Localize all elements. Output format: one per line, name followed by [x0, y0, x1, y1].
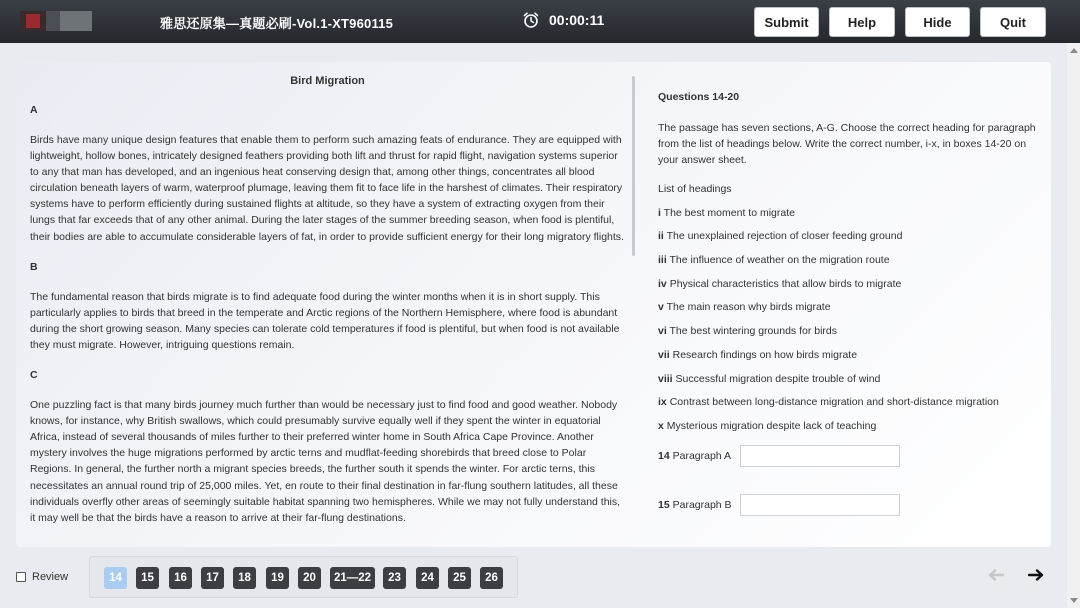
timer-value: 00:00:11 — [549, 12, 605, 28]
heading-number: ix — [658, 396, 667, 409]
heading-text: The unexplained rejection of closer feeding ground — [666, 230, 903, 243]
section-text: The fundamental reason that birds migrate is to find adequate food during the winter months when it is in short supply. This particularly applies to birds that breed in the temperate and Arctic regions of the Northern Hemisphere, where food is abundant during the short growing season. Many species can tolerate cold temperatures if food is plentiful, but when food is not available they must migrate. However, intriguing questions remain. — [30, 290, 620, 351]
heading-option — [658, 395, 1038, 409]
heading-text: Successful migration despite trouble of wind — [675, 372, 881, 385]
heading-option — [658, 253, 1038, 267]
heading-option — [658, 324, 1038, 338]
questions-panel — [658, 90, 1038, 511]
heading-text: The influence of weather on the migration route — [669, 254, 890, 267]
heading-text: Mysterious migration despite lack of teaching — [666, 419, 877, 432]
question-number: 14 — [658, 450, 670, 462]
heading-number: iii — [658, 254, 667, 267]
section-label: C — [30, 369, 38, 382]
review-toggle[interactable] — [16, 571, 68, 583]
passage-title: Bird Migration — [290, 75, 365, 87]
heading-text: The best wintering grounds for birds — [669, 325, 838, 338]
previous-question-button[interactable] — [982, 563, 1010, 591]
exam-card — [16, 62, 1051, 547]
avatar — [20, 11, 92, 31]
question-button-14[interactable]: 14 — [104, 567, 127, 589]
reading-passage[interactable] — [30, 74, 625, 536]
timer — [522, 11, 604, 29]
heading-number: x — [658, 419, 664, 432]
heading-number: ii — [658, 230, 664, 243]
submit-button[interactable]: Submit — [754, 7, 819, 37]
heading-option — [658, 419, 1038, 433]
heading-option — [658, 277, 1038, 291]
question-button-24[interactable]: 24 — [416, 567, 439, 589]
question-number: 15 — [658, 499, 670, 511]
next-question-button[interactable] — [1022, 563, 1050, 591]
heading-text: The main reason why birds migrate — [666, 301, 831, 314]
heading-option — [658, 300, 1038, 314]
section-text: Birds have many unique design features that enable them to perform such amazing feats of endurance. They are equipped with lightweight, hollow bones, intricately designed feathers providing both lift and thrust for rapid flight, navigation systems superior to any that man has developed, and an ingenious heat conserving design that, among other things, concentrates all blood circulation beneath layers of warm, waterproof plumage, leaving them fit to face life in the harshest of climates. Their respiratory systems have to perform efficiently during sustained flights at altitude, so they have a system of extracting oxygen from their lungs that far exceeds that of any other animal. During the later stages of the summer breeding season, when food is plentiful, their bodies are able to accumulate considerable layers of fat, in order to provide sufficient energy for their long migratory flights. — [30, 134, 624, 243]
top-bar — [0, 0, 1080, 43]
section-label: A — [30, 104, 38, 116]
scroll-down-arrow-icon[interactable] — [1070, 598, 1078, 603]
question-button-15[interactable]: 15 — [136, 567, 159, 589]
questions-instructions: The passage has seven sections, A-G. Choose the correct heading for paragraph from the list of headings below. Write the correct number, i-x, in boxes 14-20 on your answer sheet. — [658, 122, 1036, 166]
scroll-up-arrow-icon[interactable] — [1070, 48, 1078, 53]
question-button-19[interactable]: 19 — [266, 567, 289, 589]
answer-label — [658, 450, 740, 462]
avatar-block — [20, 11, 46, 31]
section-label: B — [30, 260, 38, 273]
alarm-clock-icon — [522, 11, 540, 29]
question-button-26[interactable]: 26 — [480, 567, 503, 589]
question-button-18[interactable]: 18 — [233, 567, 256, 589]
question-button-17[interactable]: 17 — [201, 567, 224, 589]
question-button-25[interactable]: 25 — [448, 567, 471, 589]
heading-number: i — [658, 206, 661, 219]
answer-row-14 — [658, 445, 900, 467]
heading-text: Contrast between long-distance migration and short-distance migration — [669, 396, 999, 409]
heading-text: Research findings on how birds migrate — [672, 348, 858, 361]
quit-button[interactable]: Quit — [980, 7, 1046, 37]
review-label: Review — [32, 571, 69, 583]
arrow-right-icon — [1028, 568, 1044, 586]
heading-number: iv — [658, 277, 667, 290]
heading-text: The best moment to migrate — [663, 206, 795, 219]
answer-label — [658, 499, 740, 511]
answer-input-14[interactable] — [740, 445, 900, 467]
paragraph-label: Paragraph A — [672, 450, 731, 462]
list-of-headings-title: List of headings — [658, 183, 732, 195]
question-button-20[interactable]: 20 — [298, 567, 321, 589]
avatar-block — [60, 11, 92, 31]
paragraph-label: Paragraph B — [672, 499, 732, 511]
heading-text: Physical characteristics that allow birds to migrate — [669, 277, 902, 290]
heading-number: viii — [658, 372, 673, 385]
heading-option — [658, 348, 1038, 362]
panel-divider-scrollbar[interactable] — [632, 76, 635, 256]
heading-option — [658, 372, 1038, 386]
question-navigator — [89, 556, 518, 598]
heading-number: vii — [658, 348, 670, 361]
section-text: One puzzling fact is that many birds journey much further than would be necessary just to find food and good weather. Nobody knows, for instance, why British swallows, which could presumably survive equally well if they spent the winter in equatorial Africa, instead of several thousands of miles further to their preferred winter home in South Africa Cape Province. Another mystery involves the huge migrations performed by arctic terns and mudflat-feeding shorebirds that breed close to Polar Regions. In general, the further north a migrant species breeds, the further south it spends the winter. For arctic terns, this necessitates an annual round trip of 25,000 miles. Yet, en route to their final destination in far-flung southern latitudes, all these individuals overfly other areas of seemingly suitable habitat spanning two hemispheres. While we may not fully understand this, it may well be that the birds have a reason to arrive at their far-flung destinations. — [30, 399, 621, 524]
exam-title: 雅思还原集—真题必刷-Vol.1-XT960115 — [160, 16, 394, 31]
page-scrollbar[interactable] — [1067, 43, 1080, 608]
heading-number: v — [658, 301, 664, 314]
review-checkbox[interactable] — [16, 572, 26, 582]
answer-input-15[interactable] — [740, 494, 900, 516]
avatar-block — [46, 11, 60, 31]
hide-button[interactable]: Hide — [905, 7, 970, 37]
arrow-left-icon — [988, 568, 1004, 586]
heading-number: vi — [658, 325, 667, 338]
question-button-21-22[interactable]: 21—22 — [330, 567, 375, 589]
question-button-23[interactable]: 23 — [383, 567, 406, 589]
questions-heading: Questions 14-20 — [658, 91, 740, 103]
question-button-16[interactable]: 16 — [169, 567, 192, 589]
answer-row-15 — [658, 494, 900, 516]
heading-option — [658, 206, 1038, 220]
heading-option — [658, 229, 1038, 243]
help-button[interactable]: Help — [829, 7, 895, 37]
